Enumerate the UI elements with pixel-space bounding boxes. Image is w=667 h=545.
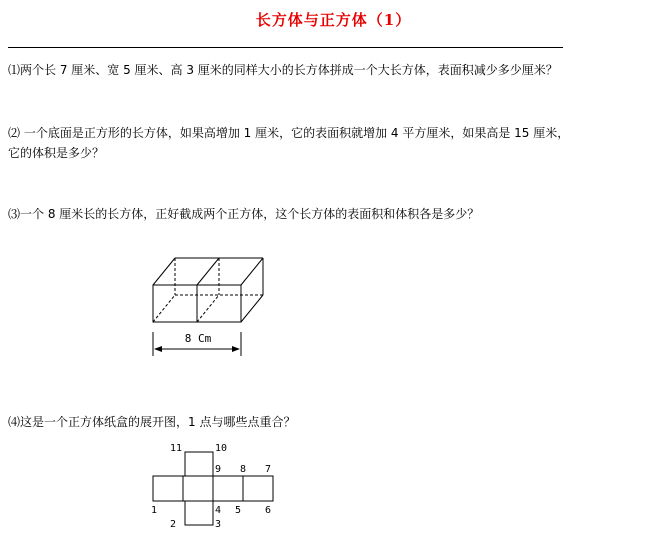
net-label-1: 1 — [151, 505, 158, 516]
net-label-9: 9 — [215, 464, 222, 475]
net-label-4: 4 — [215, 505, 222, 516]
net-label-6: 6 — [265, 505, 272, 516]
net-square-2 — [183, 476, 213, 501]
question-2-line-1: ⑵ 一个底面是正方形的长方体，如果高增加 1 厘米，它的表面积就增加 4 平方厘米，如果高是 15 厘米， — [8, 126, 570, 140]
net-square-4 — [243, 476, 273, 501]
net-label-3: 3 — [215, 519, 222, 530]
net-label-10: 10 — [215, 443, 228, 454]
net-label-5: 5 — [235, 505, 242, 516]
question-2-line-2: 它的体积是多少？ — [8, 146, 105, 160]
dimension-label: 8 Cm — [184, 332, 212, 345]
question-4: ⑷这是一个正方体纸盒的展开图，1 点与哪些点重合？ — [8, 415, 296, 429]
question-3: ⑶一个 8 厘米长的长方体，正好截成两个正方体，这个长方体的表面积和体积各是多少？ — [8, 207, 480, 221]
net-label-11: 11 — [170, 443, 183, 454]
net-label-7: 7 — [265, 464, 272, 475]
net-label-2: 2 — [170, 519, 177, 530]
net-label-8: 8 — [240, 464, 247, 475]
question-1: ⑴两个长 7 厘米、宽 5 厘米、高 3 厘米的同样大小的长方体拼成一个大长方体，表面积减少多少厘米？ — [8, 63, 558, 77]
net-square-bottom — [185, 501, 213, 525]
net-square-3 — [213, 476, 243, 501]
net-square-top — [185, 452, 213, 476]
net-square-1 — [153, 476, 183, 501]
page-title: 长方体与正方体（1） — [255, 11, 412, 29]
